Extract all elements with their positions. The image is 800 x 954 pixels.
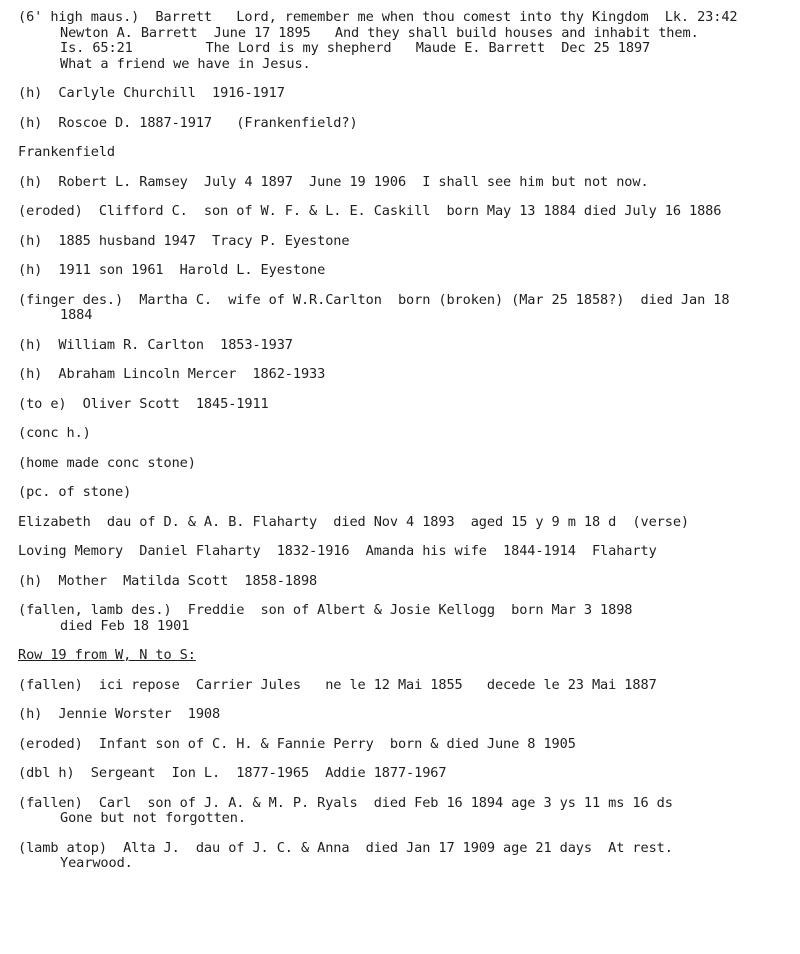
entry-line: (fallen, lamb des.) Freddie son of Albert & Josie Kellogg born Mar 3 1898 xyxy=(18,602,633,618)
entry-continuation-line: Gone but not forgotten. xyxy=(60,810,246,826)
entry-line: (h) 1911 son 1961 Harold L. Eyestone xyxy=(18,262,326,278)
entry-line: Frankenfield xyxy=(18,144,116,160)
entry xyxy=(18,397,792,413)
entry xyxy=(18,204,792,220)
entry xyxy=(18,544,792,560)
entry-line: (h) Jennie Worster 1908 xyxy=(18,706,221,722)
entry-line: (conc h.) xyxy=(18,425,91,441)
entry xyxy=(18,116,792,132)
entry-line: Loving Memory Daniel Flaharty 1832-1916 Amanda his wife 1844-1914 Flaharty xyxy=(18,543,657,559)
entry xyxy=(18,574,792,590)
entry xyxy=(18,145,792,161)
entry xyxy=(18,707,792,723)
entry-line: (eroded) Infant son of C. H. & Fannie Perry born & died June 8 1905 xyxy=(18,735,576,752)
entry-line: Elizabeth dau of D. & A. B. Flaharty died Nov 4 1893 aged 15 y 9 m 18 d (verse) xyxy=(18,513,689,530)
entry xyxy=(18,678,792,694)
entries-list xyxy=(18,10,792,634)
entry xyxy=(18,10,792,72)
entry-line: (h) 1885 husband 1947 Tracy P. Eyestone xyxy=(18,232,350,249)
entry-line: (pc. of stone) xyxy=(18,484,132,500)
entry-continuation-line: died Feb 18 1901 xyxy=(60,617,190,634)
entry xyxy=(18,86,792,102)
entry-line: (6' high maus.) Barrett Lord, remember me when thou comest into thy Kingdom Lk. 23:42 xyxy=(18,9,738,25)
entry-line: (fallen) ici repose Carrier Jules ne le 12 Mai 1855 decede le 23 Mai 1887 xyxy=(18,676,657,693)
row19-entries-list xyxy=(18,678,792,872)
entry-line: (home made conc stone) xyxy=(18,454,196,471)
entry-line: (finger des.) Martha C. wife of W.R.Carlton born (broken) (Mar 25 1858?) died Jan 18 xyxy=(18,291,730,308)
entry-continuation-line: Newton A. Barrett June 17 1895 And they shall build houses and inhabit them. xyxy=(60,24,699,41)
entry xyxy=(18,603,792,634)
entry-continuation-line: Yearwood. xyxy=(60,855,133,871)
entry xyxy=(18,263,792,279)
entry xyxy=(18,426,792,442)
entry xyxy=(18,766,792,782)
entry xyxy=(18,841,792,872)
entry xyxy=(18,234,792,250)
entry-line: (h) Mother Matilda Scott 1858-1898 xyxy=(18,572,318,589)
entry-line: (to e) Oliver Scott 1845-1911 xyxy=(18,395,269,412)
entry-line: (h) Carlyle Churchill 1916-1917 xyxy=(18,85,285,101)
entry-line: (dbl h) Sergeant Ion L. 1877-1965 Addie 1877-1967 xyxy=(18,765,447,781)
entry xyxy=(18,367,792,383)
entry-line: (eroded) Clifford C. son of W. F. & L. E. Caskill born May 13 1884 died July 16 1886 xyxy=(18,203,722,219)
entry-line: (h) Abraham Lincoln Mercer 1862-1933 xyxy=(18,366,326,382)
section-heading-wrap xyxy=(18,648,792,678)
entry xyxy=(18,338,792,354)
section-heading: Row 19 from W, N to S: xyxy=(18,647,196,663)
entry-continuation-line: What a friend we have in Jesus. xyxy=(60,55,311,72)
entry xyxy=(18,293,792,324)
entry xyxy=(18,485,792,501)
entry-line: (h) Roscoe D. 1887-1917 (Frankenfield?) xyxy=(18,114,358,131)
entry-continuation-line: Is. 65:21 The Lord is my shepherd Maude E. Barrett Dec 25 1897 xyxy=(60,40,651,56)
entry-continuation-line: 1884 xyxy=(60,307,93,323)
entry-line: (h) Robert L. Ramsey July 4 1897 June 19 1906 I shall see him but not now. xyxy=(18,173,649,190)
entry xyxy=(18,796,792,827)
entry xyxy=(18,456,792,472)
entry xyxy=(18,737,792,753)
entry xyxy=(18,175,792,191)
entry-line: (fallen) Carl son of J. A. & M. P. Ryals died Feb 16 1894 age 3 ys 11 ms 16 ds xyxy=(18,794,673,811)
entry-line: (h) William R. Carlton 1853-1937 xyxy=(18,336,293,353)
entry-line: (lamb atop) Alta J. dau of J. C. & Anna died Jan 17 1909 age 21 days At rest. xyxy=(18,839,673,856)
entry xyxy=(18,515,792,531)
